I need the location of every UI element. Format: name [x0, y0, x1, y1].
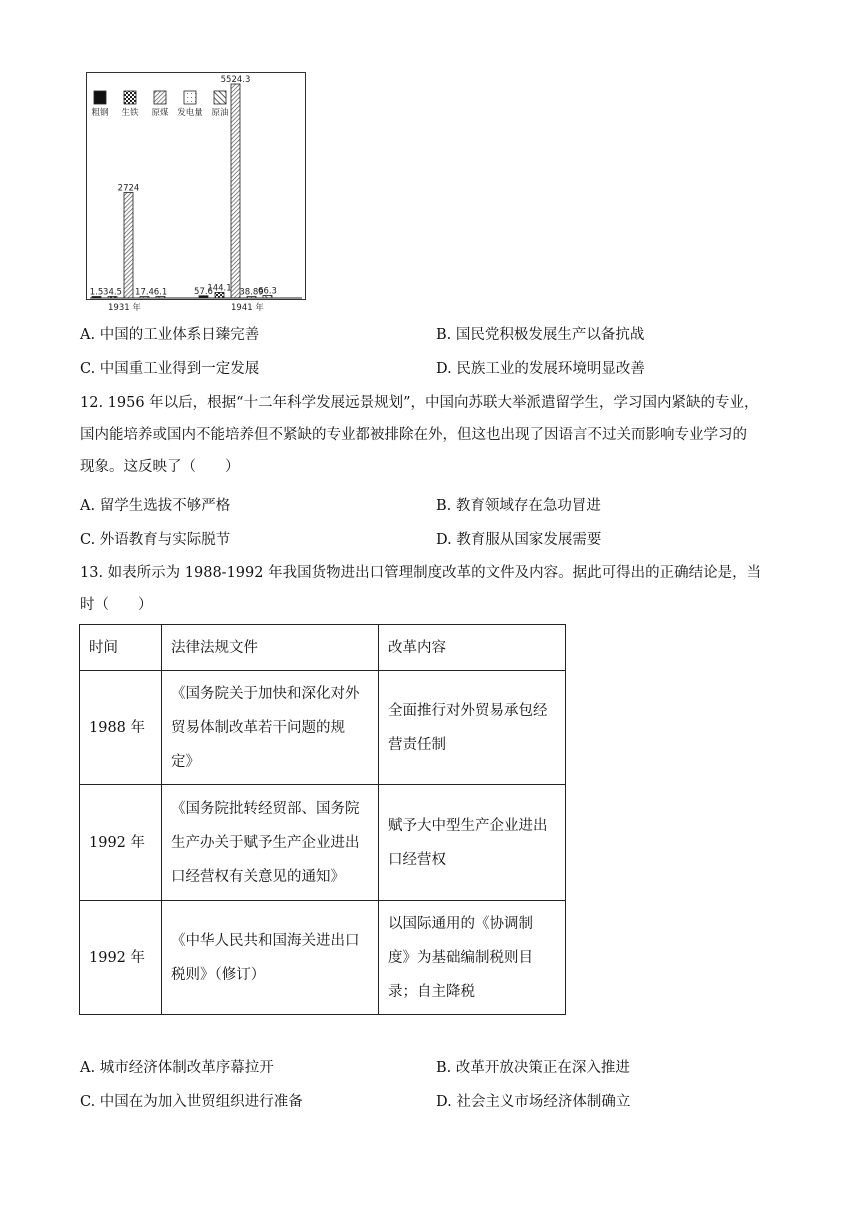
table-cell-doc — [162, 901, 379, 1015]
legend-swatch — [124, 91, 136, 104]
q11-option-b[interactable]: B. 国民党积极发展生产以备抗战 — [436, 327, 645, 343]
legend-swatch — [214, 91, 226, 104]
table-cell-time: 1992 年 — [80, 901, 162, 1015]
q12-option-b[interactable]: B. 教育领域存在急功冒进 — [436, 498, 601, 514]
legend-label: 发电量 — [177, 108, 203, 118]
table-cell-content — [379, 785, 566, 901]
q13-line-1: 13. 如表所示为 1988-1992 年我国货物进出口管理制度改革的文件及内容。据此可得出的正确结论是，当 — [80, 565, 762, 581]
table-row — [80, 785, 566, 901]
q13-option-d[interactable]: D. 社会主义市场经济体制确立 — [436, 1094, 631, 1110]
q11-option-d[interactable]: D. 民族工业的发展环境明显改善 — [436, 361, 645, 377]
doc-line: 《国务院批转经贸部、国务院 — [171, 800, 360, 817]
q13-line-2: 时（ ） — [80, 597, 153, 613]
q12-line-3: 现象。这反映了（ ） — [80, 459, 240, 475]
doc-line: 口经营权有关意见的通知》 — [171, 868, 345, 885]
bar-value-label: 17.4 — [135, 287, 154, 298]
reform-table — [79, 624, 566, 1015]
doc-line: 《中华人民共和国海关进出口 — [171, 932, 360, 949]
legend-swatch — [94, 91, 106, 104]
q12-line-1: 12. 1956 年以后，根据“十二年科学发展远景规划”，中国向苏联大举派遣留学生，学习国内紧缺的专业， — [80, 395, 759, 411]
doc-line: 《国务院关于加快和深化对外 — [171, 685, 360, 702]
legend-label: 生铁 — [121, 108, 139, 118]
q12-option-c[interactable]: C. 外语教育与实际脱节 — [80, 532, 231, 548]
q11-option-c[interactable]: C. 中国重工业得到一定发展 — [80, 361, 260, 377]
q13-stem — [80, 557, 761, 621]
doc-line: 贸易体制改革若干问题的规 — [171, 719, 345, 736]
table-cell-time: 1992 年 — [80, 785, 162, 901]
bar — [231, 84, 240, 298]
table-cell-time: 1988 年 — [80, 671, 162, 785]
content-line: 营责任制 — [388, 736, 446, 753]
q12-option-d[interactable]: D. 教育服从国家发展需要 — [436, 532, 602, 548]
bar-value-label: 1.5 — [89, 287, 104, 298]
table-cell-content — [379, 901, 566, 1015]
legend-label: 原煤 — [151, 108, 169, 118]
q13-option-b[interactable]: B. 改革开放决策正在深入推进 — [436, 1060, 630, 1076]
content-line: 口经营权 — [388, 851, 446, 868]
q12-option-a[interactable]: A. 留学生选拔不够严格 — [80, 498, 231, 514]
content-line: 度》为基础编制税则目 — [388, 949, 533, 966]
bar-value-label: 66.3 — [258, 286, 277, 297]
table-header-row — [80, 625, 566, 671]
q12-line-2: 国内能培养或国内不能培养但不紧缺的专业都被排除在外，但这也出现了因语言不过关而影响专业学习的 — [80, 427, 747, 443]
doc-line: 定》 — [171, 753, 200, 770]
content-line: 全面推行对外贸易承包经 — [388, 702, 548, 719]
chart-svg — [86, 72, 306, 313]
industry-bar-chart — [86, 72, 306, 313]
bar-value-label: 2724 — [117, 183, 140, 194]
q13-option-c[interactable]: C. 中国在为加入世贸组织进行准备 — [80, 1094, 303, 1110]
doc-line: 税则》（修订） — [171, 966, 266, 983]
table-header: 法律法规文件 — [162, 625, 379, 671]
legend-label: 原油 — [211, 108, 229, 118]
x-tick-label: 1941 年 — [231, 303, 264, 313]
chart-x-ticks — [90, 298, 302, 313]
q12-stem — [80, 387, 759, 483]
x-tick-label: 1931 年 — [108, 303, 141, 313]
table-row — [80, 901, 566, 1015]
table-row — [80, 671, 566, 785]
table-cell-doc — [162, 671, 379, 785]
q13-option-a[interactable]: A. 城市经济体制改革序幕拉开 — [80, 1060, 274, 1076]
bar-value-label: 144.1 — [207, 283, 232, 294]
table-header: 改革内容 — [379, 625, 566, 671]
bar — [124, 192, 133, 298]
bar-value-label: 6.1 — [153, 287, 168, 298]
bar-value-label: 57.6 — [194, 286, 213, 297]
doc-line: 生产办关于赋予生产企业进出 — [171, 834, 360, 851]
content-line: 录；自主降税 — [388, 983, 475, 1000]
bar-value-label: 38.89 — [239, 287, 264, 298]
legend-swatch — [184, 91, 196, 104]
q11-option-a[interactable]: A. 中国的工业体系日臻完善 — [80, 327, 260, 343]
content-line: 赋予大中型生产企业进出 — [388, 817, 548, 834]
table-cell-content — [379, 671, 566, 785]
table-cell-doc — [162, 785, 379, 901]
legend-swatch — [154, 91, 166, 104]
table-header: 时间 — [80, 625, 162, 671]
legend-label: 粗钢 — [91, 108, 109, 118]
bar-value-label: 34.5 — [103, 287, 122, 298]
content-line: 以国际通用的《协调制 — [388, 915, 533, 932]
bar-value-label: 5524.3 — [220, 75, 251, 85]
